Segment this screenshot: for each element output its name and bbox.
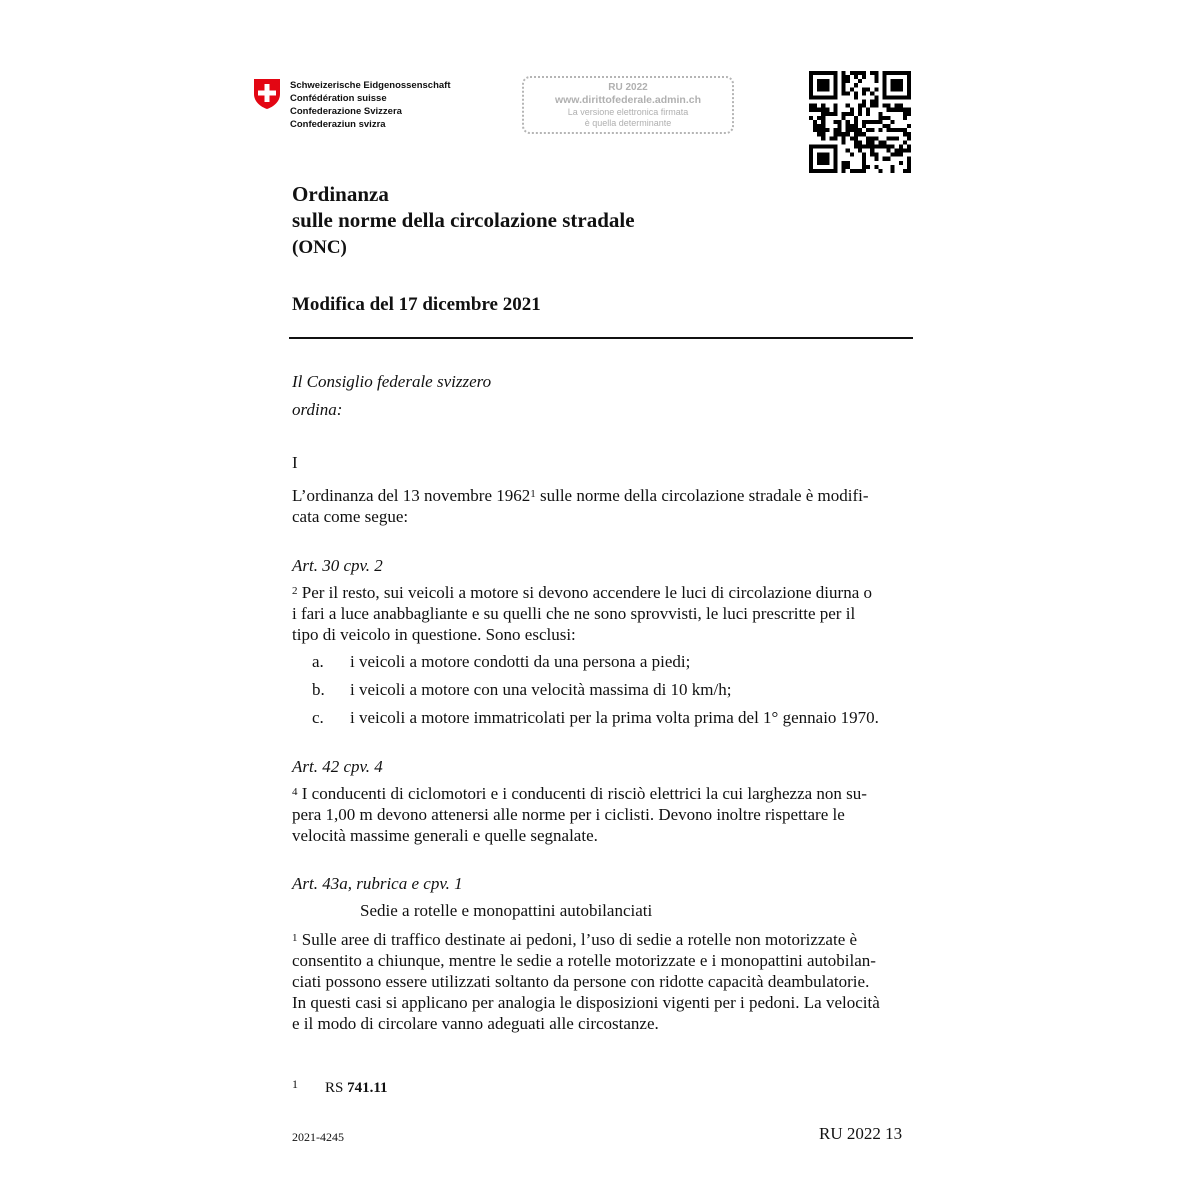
- stamp-line-1: RU 2022: [608, 82, 648, 93]
- footnote-prefix: RS: [325, 1080, 348, 1096]
- footnote-number: 1: [292, 1077, 298, 1091]
- art43a-line-2: consentito a chiunque, mentre le sedie a rotelle motorizzate e i monopattini autobilan-: [292, 951, 876, 970]
- art42-line-1: I conducenti di ciclomotori e i conducenti di risciò elettrici la cui larghezza non su-: [297, 784, 867, 803]
- federation-names: [290, 79, 451, 131]
- art42-paragraph: [292, 783, 910, 846]
- page-reference: RU 2022 13: [819, 1124, 903, 1143]
- swiss-cross-icon: [252, 78, 282, 110]
- art43a-line-5: e il modo di circolare vanno adeguati alle circostanze.: [292, 1014, 659, 1033]
- art42-line-3: velocità massime generali e quelle segnalate.: [292, 826, 598, 845]
- qr-code-icon: [809, 71, 911, 173]
- amendment-date: Modifica del 17 dicembre 2021: [292, 294, 541, 315]
- intro-text-b: sulle norme della circolazione stradale è modifi-: [535, 486, 869, 505]
- list-item-text: i veicoli a motore immatricolati per la prima volta prima del 1° gennaio 1970.: [350, 708, 879, 727]
- intro-text-a: L’ordinanza del 13 novembre 1962: [292, 486, 531, 505]
- art43a-line-4: In questi casi si applicano per analogia le disposizioni vigenti per i pedoni. La velocità: [292, 993, 880, 1012]
- list-item-text: i veicoli a motore condotti da una persona a piedi;: [350, 652, 691, 671]
- intro-paragraph: [292, 485, 910, 527]
- art30-line-3: tipo di veicolo in questione. Sono esclusi:: [292, 625, 576, 644]
- publication-stamp: [522, 76, 734, 134]
- preamble: [292, 368, 491, 424]
- federation-name-rm: Confederaziun svizra: [290, 119, 386, 130]
- stamp-line-4: è quella determinante: [584, 118, 672, 128]
- art43a-line-3: ciati possono essere utilizzati soltanto da persone con ridotte capacità deambulatorie.: [292, 972, 870, 991]
- federation-name-fr: Confédération suisse: [290, 93, 387, 104]
- footnote-marker[interactable]: 1: [530, 488, 536, 500]
- federation-name-it: Confederazione Svizzera: [290, 106, 402, 117]
- title-divider: [289, 337, 913, 339]
- art30-line-1: Per il resto, sui veicoli a motore si devono accendere le luci di circolazione diurna o: [297, 583, 872, 602]
- intro-text-c: cata come segue:: [292, 507, 409, 526]
- preamble-line-1: Il Consiglio federale svizzero: [292, 372, 492, 391]
- list-item-label: c.: [312, 708, 324, 727]
- document-abbreviation: (ONC): [292, 237, 347, 258]
- section-number: I: [292, 453, 298, 472]
- art42-para-mark: 4: [292, 786, 298, 798]
- footnote-sr-number[interactable]: 741.11: [347, 1080, 388, 1096]
- art42-line-2: pera 1,00 m devono attenersi alle norme per i ciclisti. Devono inoltre rispettare le: [292, 805, 845, 824]
- art30-line-2: i fari a luce anabbagliante e su quelli che ne sono sprovvisti, le luci prescritte per il: [292, 604, 856, 623]
- art43a-heading: Art. 43a, rubrica e cpv. 1: [292, 874, 463, 893]
- art42-heading: Art. 42 cpv. 4: [292, 757, 383, 776]
- title-line-2: sulle norme della circolazione stradale: [292, 208, 635, 232]
- list-item-label: a.: [312, 652, 324, 671]
- list-item-label: b.: [312, 680, 325, 699]
- preamble-line-2: ordina:: [292, 400, 343, 419]
- title-line-1: Ordinanza: [292, 182, 389, 206]
- art43a-paragraph: [292, 929, 910, 1034]
- art43a-line-1: Sulle aree di traffico destinate ai pedoni, l’uso di sedie a rotelle non motorizzate è: [297, 930, 858, 949]
- footnote-text: [325, 1080, 388, 1097]
- art30-heading: Art. 30 cpv. 2: [292, 556, 383, 575]
- art43a-para-mark: 1: [292, 932, 298, 944]
- list-item-text: i veicoli a motore con una velocità massima di 10 km/h;: [350, 680, 732, 699]
- document-id: 2021-4245: [292, 1130, 344, 1144]
- art30-paragraph: [292, 582, 910, 645]
- art43a-rubric: Sedie a rotelle e monopattini autobilanciati: [360, 901, 653, 920]
- document-title: [292, 181, 635, 233]
- stamp-line-3: La versione elettronica firmata: [567, 107, 689, 117]
- stamp-line-2: www.dirittofederale.admin.ch: [554, 94, 702, 106]
- art30-para-mark: 2: [292, 585, 298, 597]
- federation-name-de: Schweizerische Eidgenossenschaft: [290, 80, 451, 91]
